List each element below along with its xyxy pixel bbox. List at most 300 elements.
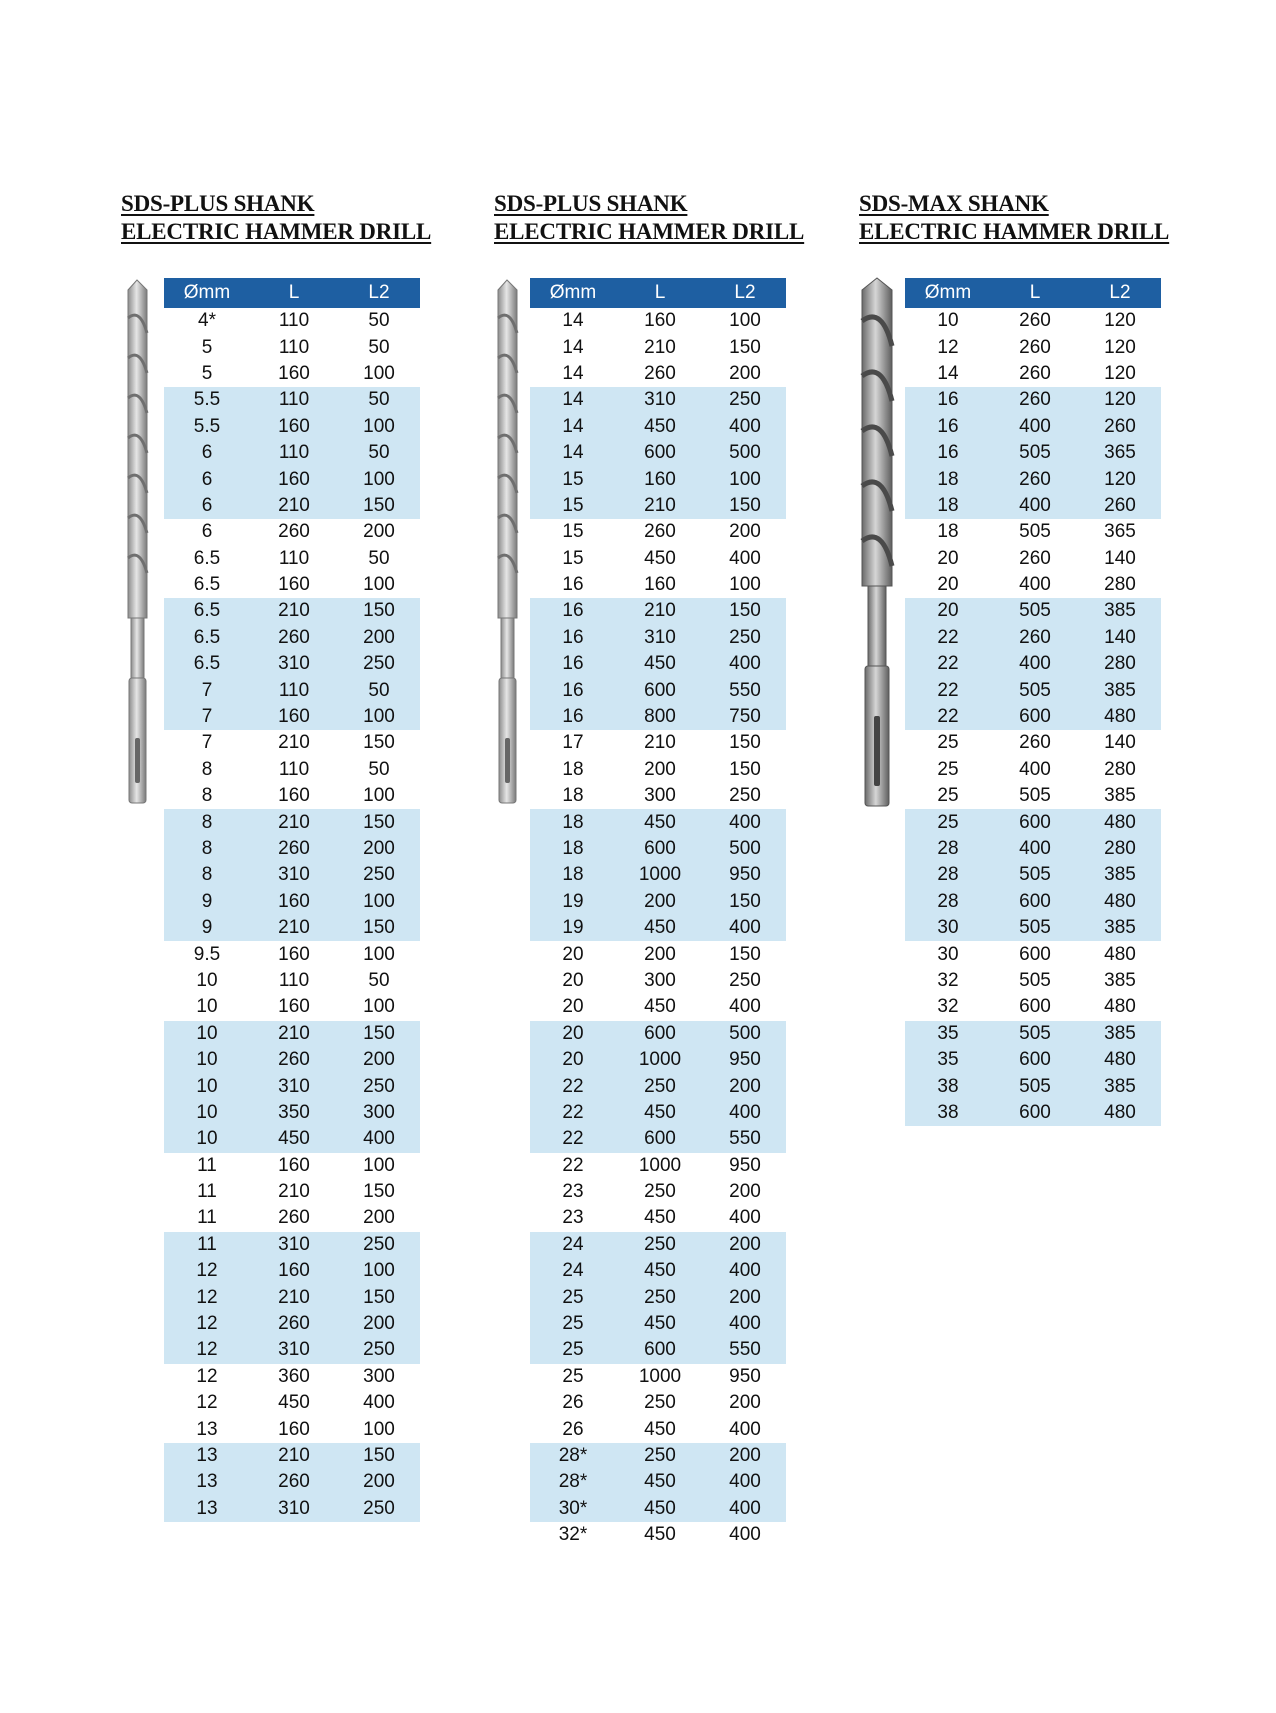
table-row — [905, 862, 1161, 888]
table-row — [530, 1390, 786, 1416]
cell-length: 110 — [278, 547, 310, 569]
table-row — [164, 1232, 420, 1258]
cell-length: 600 — [616, 440, 704, 466]
cell-length: 200 — [616, 889, 704, 915]
cell-working-length: 150 — [729, 336, 761, 358]
cell-diameter: 32 — [937, 996, 959, 1018]
table-row — [905, 1047, 1161, 1073]
title-line-2: ELECTRIC HAMMER DRILL — [494, 219, 805, 244]
cell-length: 160 — [278, 996, 310, 1018]
table-header-row — [905, 278, 1161, 308]
cell-diameter: 7 — [201, 732, 213, 754]
cell-diameter: 12 — [164, 1337, 250, 1363]
cell-length: 505 — [991, 598, 1079, 624]
table-row — [905, 1021, 1161, 1047]
header-working-length: L2 — [338, 278, 420, 308]
cell-diameter: 10 — [164, 1126, 250, 1152]
table-row — [530, 1232, 786, 1258]
cell-diameter: 16 — [530, 598, 616, 624]
table-row — [164, 440, 420, 466]
table-row — [164, 704, 420, 730]
header-length: L — [250, 278, 338, 308]
cell-working-length: 250 — [704, 625, 786, 651]
cell-diameter: 25 — [937, 758, 959, 780]
cell-length: 505 — [991, 915, 1079, 941]
cell-length: 300 — [644, 785, 676, 807]
cell-working-length: 260 — [1079, 493, 1161, 519]
cell-working-length: 200 — [338, 1047, 420, 1073]
table-row — [530, 862, 786, 888]
cell-diameter: 32 — [937, 969, 959, 991]
table-row — [164, 1179, 420, 1205]
table-row — [530, 1496, 786, 1522]
cell-length: 310 — [616, 387, 704, 413]
header-length: L — [991, 278, 1079, 308]
cell-length: 160 — [250, 704, 338, 730]
cell-diameter: 24 — [530, 1232, 616, 1258]
cell-length: 600 — [991, 704, 1079, 730]
cell-diameter: 6.5 — [193, 574, 221, 596]
table-row — [905, 1100, 1161, 1126]
table-row — [164, 889, 420, 915]
cell-length: 250 — [616, 1284, 704, 1310]
cell-working-length: 385 — [1079, 915, 1161, 941]
table-row — [905, 941, 1161, 967]
cell-working-length: 150 — [704, 889, 786, 915]
cell-working-length: 100 — [338, 414, 420, 440]
table-row — [530, 519, 786, 545]
table-row — [164, 414, 420, 440]
cell-diameter: 20 — [530, 1047, 616, 1073]
table-row — [164, 308, 420, 334]
table-row — [905, 414, 1161, 440]
cell-diameter: 22 — [530, 1126, 616, 1152]
cell-working-length: 400 — [704, 414, 786, 440]
cell-working-length: 250 — [338, 1496, 420, 1522]
cell-diameter: 16 — [530, 704, 616, 730]
cell-working-length: 200 — [729, 362, 761, 384]
table-row — [905, 783, 1161, 809]
cell-length: 250 — [644, 1181, 676, 1203]
cell-length: 110 — [278, 336, 310, 358]
cell-length: 110 — [278, 310, 310, 332]
table-row — [905, 493, 1161, 519]
cell-diameter: 6.5 — [164, 598, 250, 624]
table-row — [164, 1390, 420, 1416]
cell-diameter: 6 — [164, 466, 250, 492]
cell-diameter: 9.5 — [193, 943, 221, 965]
cell-diameter: 23 — [562, 1207, 584, 1229]
cell-working-length: 100 — [729, 574, 761, 596]
cell-working-length: 750 — [704, 704, 786, 730]
cell-diameter: 6.5 — [164, 625, 250, 651]
cell-diameter: 18 — [562, 785, 584, 807]
cell-working-length: 365 — [1104, 521, 1136, 543]
cell-working-length: 385 — [1104, 969, 1136, 991]
cell-length: 160 — [278, 1418, 310, 1440]
cell-length: 210 — [250, 598, 338, 624]
cell-diameter: 18 — [530, 862, 616, 888]
cell-diameter: 35 — [905, 1021, 991, 1047]
cell-working-length: 250 — [729, 785, 761, 807]
cell-length: 210 — [644, 336, 676, 358]
cell-working-length: 950 — [729, 1154, 761, 1176]
cell-working-length: 500 — [704, 836, 786, 862]
cell-length: 110 — [250, 440, 338, 466]
cell-length: 450 — [616, 1496, 704, 1522]
header-working-length: L2 — [704, 278, 786, 308]
cell-diameter: 8 — [164, 809, 250, 835]
cell-diameter: 7 — [164, 704, 250, 730]
cell-length: 450 — [644, 1207, 676, 1229]
cell-working-length: 120 — [1079, 466, 1161, 492]
cell-length: 160 — [278, 785, 310, 807]
table-row — [164, 1021, 420, 1047]
cell-diameter: 26 — [562, 1418, 584, 1440]
table-row — [530, 889, 786, 915]
cell-length: 200 — [644, 943, 676, 965]
cell-working-length: 400 — [729, 547, 761, 569]
cell-working-length: 250 — [338, 651, 420, 677]
cell-length: 600 — [616, 836, 704, 862]
cell-diameter: 6 — [201, 521, 213, 543]
cell-working-length: 365 — [1079, 440, 1161, 466]
cell-length: 210 — [250, 915, 338, 941]
table-row — [905, 677, 1161, 703]
cell-length: 600 — [1019, 943, 1051, 965]
cell-working-length: 150 — [729, 943, 761, 965]
table-row — [164, 757, 420, 783]
cell-diameter: 38 — [905, 1100, 991, 1126]
cell-length: 160 — [250, 414, 338, 440]
cell-length: 310 — [250, 1073, 338, 1099]
cell-working-length: 100 — [729, 310, 761, 332]
table-row — [530, 1364, 786, 1390]
cell-diameter: 12 — [196, 1392, 218, 1414]
cell-diameter: 14 — [562, 310, 584, 332]
cell-diameter: 6.5 — [193, 547, 221, 569]
cell-length: 200 — [644, 758, 676, 780]
cell-working-length: 150 — [338, 809, 420, 835]
table-row — [530, 704, 786, 730]
cell-diameter: 12 — [196, 1365, 218, 1387]
cell-working-length: 200 — [729, 1181, 761, 1203]
cell-diameter: 8 — [164, 862, 250, 888]
cell-length: 1000 — [616, 862, 704, 888]
cell-diameter: 25 — [937, 785, 959, 807]
cell-diameter: 16 — [905, 440, 991, 466]
cell-working-length: 200 — [363, 1207, 395, 1229]
table-row — [530, 1416, 786, 1442]
cell-working-length: 950 — [704, 1047, 786, 1073]
table-row — [530, 783, 786, 809]
cell-working-length: 250 — [338, 1232, 420, 1258]
cell-diameter: 18 — [530, 836, 616, 862]
cell-diameter: 6 — [164, 440, 250, 466]
cell-working-length: 550 — [704, 1126, 786, 1152]
cell-length: 505 — [991, 862, 1079, 888]
cell-diameter: 19 — [530, 915, 616, 941]
cell-length: 260 — [1019, 547, 1051, 569]
cell-working-length: 480 — [1104, 996, 1136, 1018]
cell-working-length: 250 — [704, 387, 786, 413]
cell-diameter: 16 — [530, 651, 616, 677]
cell-length: 110 — [250, 677, 338, 703]
cell-length: 600 — [991, 1047, 1079, 1073]
cell-length: 600 — [991, 809, 1079, 835]
table-row — [164, 334, 420, 360]
cell-diameter: 10 — [196, 996, 218, 1018]
cell-length: 600 — [616, 1021, 704, 1047]
cell-working-length: 500 — [704, 1021, 786, 1047]
title-line-1: SDS-PLUS SHANK — [121, 191, 315, 216]
table-row — [530, 1443, 786, 1469]
table-row — [905, 572, 1161, 598]
cell-working-length: 150 — [338, 1284, 420, 1310]
header-diameter: Ømm — [164, 278, 250, 308]
cell-diameter: 35 — [905, 1047, 991, 1073]
table-row — [164, 519, 420, 545]
cell-working-length: 280 — [1104, 574, 1136, 596]
cell-diameter: 30* — [530, 1496, 616, 1522]
cell-length: 505 — [991, 1021, 1079, 1047]
cell-length: 400 — [1019, 758, 1051, 780]
table-row — [530, 361, 786, 387]
table-row — [530, 730, 786, 756]
title-line-2: ELECTRIC HAMMER DRILL — [859, 219, 1170, 244]
cell-working-length: 250 — [338, 1337, 420, 1363]
table-row — [905, 730, 1161, 756]
cell-length: 600 — [616, 677, 704, 703]
cell-length: 310 — [250, 651, 338, 677]
cell-working-length: 400 — [704, 915, 786, 941]
cell-working-length: 100 — [363, 1154, 395, 1176]
cell-working-length: 50 — [368, 310, 390, 332]
cell-length: 400 — [991, 493, 1079, 519]
cell-diameter: 25 — [562, 1365, 584, 1387]
table-body — [905, 308, 1161, 1126]
table-row — [530, 677, 786, 703]
table-row — [905, 651, 1161, 677]
table-header-row — [530, 278, 786, 308]
table-row — [164, 1337, 420, 1363]
cell-diameter: 22 — [905, 677, 991, 703]
cell-diameter: 13 — [164, 1496, 250, 1522]
cell-diameter: 24 — [530, 1258, 616, 1284]
header-working-length: L2 — [1079, 278, 1161, 308]
table-row — [530, 915, 786, 941]
cell-working-length: 300 — [363, 1365, 395, 1387]
cell-diameter: 25 — [905, 809, 991, 835]
table-row — [164, 677, 420, 703]
table-row — [905, 915, 1161, 941]
cell-working-length: 150 — [704, 493, 786, 519]
cell-diameter: 10 — [164, 1021, 250, 1047]
cell-length: 210 — [250, 1021, 338, 1047]
cell-working-length: 385 — [1104, 785, 1136, 807]
cell-diameter: 10 — [937, 310, 959, 332]
cell-working-length: 950 — [704, 862, 786, 888]
cell-length: 260 — [991, 466, 1079, 492]
cell-working-length: 120 — [1104, 336, 1136, 358]
cell-length: 260 — [250, 1047, 338, 1073]
cell-diameter: 30 — [937, 943, 959, 965]
cell-length: 505 — [991, 1073, 1079, 1099]
cell-working-length: 100 — [363, 943, 395, 965]
table-row — [530, 1179, 786, 1205]
cell-diameter: 10 — [196, 969, 218, 991]
table-row — [530, 1311, 786, 1337]
table-row — [905, 1073, 1161, 1099]
cell-length: 505 — [1019, 969, 1051, 991]
table-row — [530, 1047, 786, 1073]
cell-diameter: 7 — [164, 677, 250, 703]
cell-diameter: 13 — [164, 1469, 250, 1495]
cell-working-length: 150 — [729, 732, 761, 754]
table-row — [530, 387, 786, 413]
table-row — [164, 387, 420, 413]
cell-diameter: 20 — [562, 969, 584, 991]
cell-working-length: 100 — [363, 996, 395, 1018]
cell-length: 260 — [991, 625, 1079, 651]
cell-length: 160 — [250, 466, 338, 492]
cell-working-length: 385 — [1079, 1073, 1161, 1099]
cell-working-length: 250 — [338, 1073, 420, 1099]
cell-length: 210 — [250, 493, 338, 519]
cell-working-length: 200 — [338, 836, 420, 862]
cell-working-length: 385 — [1079, 677, 1161, 703]
cell-diameter: 9 — [164, 889, 250, 915]
section-title — [494, 190, 804, 246]
cell-working-length: 150 — [704, 598, 786, 624]
table-row — [164, 572, 420, 598]
cell-length: 310 — [616, 625, 704, 651]
table-row — [164, 1153, 420, 1179]
cell-diameter: 15 — [562, 547, 584, 569]
table-row — [164, 1364, 420, 1390]
cell-diameter: 12 — [937, 336, 959, 358]
cell-working-length: 120 — [1079, 387, 1161, 413]
cell-diameter: 14 — [530, 440, 616, 466]
cell-diameter: 25 — [530, 1284, 616, 1310]
table-row — [164, 651, 420, 677]
cell-length: 260 — [250, 1311, 338, 1337]
cell-length: 400 — [991, 651, 1079, 677]
cell-working-length: 200 — [363, 521, 395, 543]
cell-length: 160 — [250, 889, 338, 915]
table-row — [530, 440, 786, 466]
cell-diameter: 22 — [905, 651, 991, 677]
cell-working-length: 385 — [1079, 1021, 1161, 1047]
cell-working-length: 50 — [368, 336, 390, 358]
cell-diameter: 13 — [196, 1418, 218, 1440]
table-row — [164, 361, 420, 387]
cell-diameter: 18 — [905, 493, 991, 519]
cell-length: 210 — [616, 598, 704, 624]
cell-working-length: 50 — [368, 547, 390, 569]
cell-working-length: 400 — [363, 1392, 395, 1414]
cell-length: 450 — [616, 1258, 704, 1284]
cell-length: 450 — [278, 1392, 310, 1414]
cell-diameter: 9 — [164, 915, 250, 941]
cell-diameter: 28 — [905, 889, 991, 915]
table-row — [530, 1073, 786, 1099]
cell-length: 450 — [250, 1126, 338, 1152]
cell-diameter: 26 — [562, 1392, 584, 1414]
cell-diameter: 5 — [201, 336, 213, 358]
title-line-2: ELECTRIC HAMMER DRILL — [121, 219, 432, 244]
cell-diameter: 5.5 — [164, 414, 250, 440]
cell-length: 250 — [616, 1443, 704, 1469]
cell-length: 310 — [250, 862, 338, 888]
table-row — [530, 809, 786, 835]
cell-length: 160 — [278, 362, 310, 384]
cell-length: 250 — [616, 1232, 704, 1258]
cell-working-length: 480 — [1079, 1047, 1161, 1073]
cell-length: 110 — [278, 969, 310, 991]
cell-length: 360 — [278, 1365, 310, 1387]
cell-working-length: 500 — [704, 440, 786, 466]
cell-length: 160 — [250, 1258, 338, 1284]
cell-length: 260 — [1019, 732, 1051, 754]
cell-length: 450 — [616, 651, 704, 677]
cell-diameter: 16 — [530, 677, 616, 703]
cell-diameter: 14 — [562, 336, 584, 358]
table-row — [164, 862, 420, 888]
table-row — [164, 915, 420, 941]
cell-length: 450 — [644, 996, 676, 1018]
table-row — [530, 1522, 786, 1548]
cell-length: 1000 — [638, 1154, 682, 1176]
title-line-1: SDS-PLUS SHANK — [494, 191, 688, 216]
cell-length: 110 — [278, 758, 310, 780]
cell-diameter: 15 — [562, 521, 584, 543]
table-row — [164, 994, 420, 1020]
title-line-1: SDS-MAX SHANK — [859, 191, 1049, 216]
cell-diameter: 14 — [530, 387, 616, 413]
cell-working-length: 400 — [338, 1126, 420, 1152]
table-row — [905, 361, 1161, 387]
cell-length: 450 — [616, 414, 704, 440]
table-row — [530, 1337, 786, 1363]
header-diameter: Ømm — [905, 278, 991, 308]
cell-working-length: 480 — [1079, 809, 1161, 835]
cell-length: 260 — [991, 387, 1079, 413]
cell-length: 260 — [1019, 362, 1051, 384]
sds-plus-drill-bit-image — [490, 278, 524, 808]
cell-working-length: 200 — [729, 521, 761, 543]
cell-length: 260 — [1019, 310, 1051, 332]
cell-working-length: 400 — [704, 1496, 786, 1522]
cell-diameter: 28 — [905, 836, 991, 862]
cell-diameter: 17 — [562, 732, 584, 754]
cell-diameter: 18 — [530, 809, 616, 835]
cell-length: 210 — [250, 809, 338, 835]
cell-diameter: 10 — [164, 1073, 250, 1099]
table-row — [905, 757, 1161, 783]
cell-working-length: 150 — [338, 1021, 420, 1047]
cell-length: 260 — [644, 521, 676, 543]
cell-working-length: 480 — [1079, 889, 1161, 915]
cell-length: 160 — [278, 574, 310, 596]
cell-length: 505 — [991, 677, 1079, 703]
cell-length: 1000 — [616, 1047, 704, 1073]
cell-length: 160 — [616, 466, 704, 492]
cell-working-length: 385 — [1079, 862, 1161, 888]
cell-working-length: 200 — [704, 1073, 786, 1099]
table-row — [530, 466, 786, 492]
cell-diameter: 11 — [197, 1181, 217, 1203]
